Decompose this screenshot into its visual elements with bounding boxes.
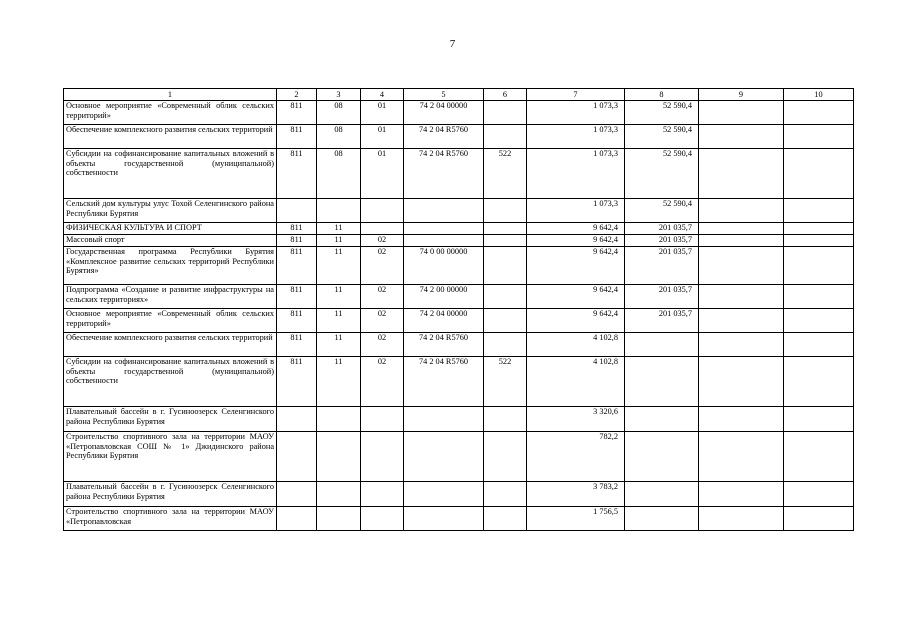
value-cell: 74 0 00 00000: [404, 247, 484, 285]
value-cell: 74 2 04 R5760: [404, 149, 484, 199]
row-name-cell: Основное мероприятие «Современный облик сельских территорий»: [64, 309, 277, 333]
value-cell: [784, 333, 854, 357]
value-cell: [277, 407, 317, 432]
row-name-cell: Строительство спортивного зала на территории МАОУ «Петропавловская: [64, 507, 277, 531]
column-header: 6: [484, 89, 527, 101]
value-cell: 52 590,4: [625, 199, 699, 223]
column-header: 8: [625, 89, 699, 101]
value-cell: [484, 432, 527, 482]
value-cell: [625, 482, 699, 507]
value-cell: 811: [277, 309, 317, 333]
value-cell: [484, 407, 527, 432]
value-cell: [484, 223, 527, 235]
value-cell: [784, 285, 854, 309]
column-header: 4: [361, 89, 404, 101]
value-cell: [404, 199, 484, 223]
value-cell: [784, 235, 854, 247]
row-name-cell: Обеспечение комплексного развития сельских территорий: [64, 333, 277, 357]
row-name-cell: Субсидии на софинансирование капитальных вложений в объекты государственной (муниципальной) собственности: [64, 357, 277, 407]
value-cell: [361, 407, 404, 432]
value-cell: [784, 432, 854, 482]
value-cell: 52 590,4: [625, 149, 699, 199]
value-cell: [699, 223, 784, 235]
value-cell: 08: [317, 125, 361, 149]
row-name-cell: ФИЗИЧЕСКАЯ КУЛЬТУРА И СПОРТ: [64, 223, 277, 235]
value-cell: 9 642,4: [527, 285, 625, 309]
value-cell: 782,2: [527, 432, 625, 482]
table-row: [64, 357, 854, 407]
value-cell: 9 642,4: [527, 309, 625, 333]
value-cell: [361, 432, 404, 482]
value-cell: [784, 407, 854, 432]
value-cell: 74 2 04 R5760: [404, 357, 484, 407]
value-cell: [361, 507, 404, 531]
value-cell: [484, 235, 527, 247]
value-cell: 52 590,4: [625, 125, 699, 149]
value-cell: 811: [277, 101, 317, 125]
value-cell: 811: [277, 357, 317, 407]
value-cell: [484, 125, 527, 149]
value-cell: 74 2 00 00000: [404, 285, 484, 309]
value-cell: [277, 507, 317, 531]
column-header: 10: [784, 89, 854, 101]
value-cell: [484, 199, 527, 223]
value-cell: 11: [317, 223, 361, 235]
value-cell: 01: [361, 125, 404, 149]
value-cell: [784, 507, 854, 531]
value-cell: 9 642,4: [527, 223, 625, 235]
table-row: [64, 309, 854, 333]
value-cell: 08: [317, 101, 361, 125]
value-cell: [625, 333, 699, 357]
value-cell: [699, 432, 784, 482]
value-cell: 1 073,3: [527, 101, 625, 125]
column-header: 9: [699, 89, 784, 101]
value-cell: [699, 357, 784, 407]
row-name-cell: Плавательный бассейн в г. Гусиноозерск Селенгинского района Республики Бурятия: [64, 482, 277, 507]
value-cell: [317, 432, 361, 482]
value-cell: [404, 223, 484, 235]
table-row: [64, 507, 854, 531]
value-cell: 02: [361, 247, 404, 285]
value-cell: [699, 507, 784, 531]
value-cell: [484, 247, 527, 285]
table-row: [64, 199, 854, 223]
value-cell: 522: [484, 357, 527, 407]
value-cell: 11: [317, 309, 361, 333]
value-cell: 811: [277, 333, 317, 357]
value-cell: 11: [317, 247, 361, 285]
value-cell: [277, 432, 317, 482]
value-cell: 522: [484, 149, 527, 199]
value-cell: [625, 407, 699, 432]
value-cell: 201 035,7: [625, 235, 699, 247]
value-cell: 811: [277, 285, 317, 309]
row-name-cell: Подпрограмма «Создание и развитие инфраструктуры на сельских территориях»: [64, 285, 277, 309]
value-cell: [404, 407, 484, 432]
value-cell: 811: [277, 247, 317, 285]
value-cell: 08: [317, 149, 361, 199]
value-cell: 01: [361, 149, 404, 199]
value-cell: [784, 357, 854, 407]
value-cell: 1 073,3: [527, 149, 625, 199]
value-cell: 9 642,4: [527, 247, 625, 285]
table-row: [64, 407, 854, 432]
value-cell: 811: [277, 235, 317, 247]
value-cell: [699, 309, 784, 333]
value-cell: 811: [277, 125, 317, 149]
value-cell: 1 073,3: [527, 199, 625, 223]
value-cell: 4 102,8: [527, 357, 625, 407]
table-row: [64, 482, 854, 507]
table-row: [64, 125, 854, 149]
value-cell: [699, 285, 784, 309]
value-cell: 74 2 04 00000: [404, 309, 484, 333]
value-cell: [317, 507, 361, 531]
table-row: [64, 285, 854, 309]
value-cell: [699, 482, 784, 507]
value-cell: 74 2 04 R5760: [404, 125, 484, 149]
value-cell: [784, 149, 854, 199]
column-header: 5: [404, 89, 484, 101]
value-cell: [784, 125, 854, 149]
value-cell: 1 073,3: [527, 125, 625, 149]
value-cell: 01: [361, 101, 404, 125]
table-row: [64, 247, 854, 285]
value-cell: [699, 101, 784, 125]
table-row: [64, 149, 854, 199]
value-cell: 1 756,5: [527, 507, 625, 531]
value-cell: [699, 199, 784, 223]
value-cell: [277, 199, 317, 223]
value-cell: [699, 235, 784, 247]
page-number: 7: [449, 38, 456, 50]
value-cell: 9 642,4: [527, 235, 625, 247]
row-name-cell: Сельский дом культуры улус Тохой Селенгинского района Республики Бурятия: [64, 199, 277, 223]
value-cell: [699, 407, 784, 432]
value-cell: [361, 223, 404, 235]
value-cell: [784, 482, 854, 507]
value-cell: [404, 235, 484, 247]
value-cell: [277, 482, 317, 507]
value-cell: 4 102,8: [527, 333, 625, 357]
value-cell: 201 035,7: [625, 309, 699, 333]
value-cell: [484, 507, 527, 531]
table-row: [64, 333, 854, 357]
value-cell: 02: [361, 235, 404, 247]
value-cell: [699, 149, 784, 199]
header-row: [64, 89, 854, 101]
value-cell: [699, 333, 784, 357]
table-row: [64, 432, 854, 482]
value-cell: 201 035,7: [625, 247, 699, 285]
value-cell: 201 035,7: [625, 223, 699, 235]
value-cell: 3 320,6: [527, 407, 625, 432]
value-cell: [625, 507, 699, 531]
value-cell: 11: [317, 357, 361, 407]
value-cell: 3 783,2: [527, 482, 625, 507]
value-cell: [784, 223, 854, 235]
value-cell: [404, 482, 484, 507]
value-cell: [784, 309, 854, 333]
value-cell: [625, 357, 699, 407]
value-cell: [404, 507, 484, 531]
value-cell: 11: [317, 333, 361, 357]
column-header: 7: [527, 89, 625, 101]
value-cell: 02: [361, 333, 404, 357]
value-cell: 811: [277, 223, 317, 235]
value-cell: [484, 482, 527, 507]
value-cell: [784, 247, 854, 285]
value-cell: 52 590,4: [625, 101, 699, 125]
value-cell: [784, 199, 854, 223]
value-cell: [699, 247, 784, 285]
value-cell: [484, 101, 527, 125]
value-cell: [361, 482, 404, 507]
row-name-cell: Государственная программа Республики Бурятия «Комплексное развитие сельских территорий Республики Бурятия»: [64, 247, 277, 285]
column-header: 3: [317, 89, 361, 101]
table-row: [64, 235, 854, 247]
value-cell: 02: [361, 309, 404, 333]
row-name-cell: Строительство спортивного зала на территории МАОУ «Петропавловская СОШ № 1» Джидинского района Республики Бурятия: [64, 432, 277, 482]
value-cell: [625, 432, 699, 482]
value-cell: [404, 432, 484, 482]
value-cell: 811: [277, 149, 317, 199]
value-cell: [317, 407, 361, 432]
row-name-cell: Основное мероприятие «Современный облик сельских территорий»: [64, 101, 277, 125]
row-name-cell: Массовый спорт: [64, 235, 277, 247]
value-cell: 74 2 04 00000: [404, 101, 484, 125]
value-cell: 11: [317, 235, 361, 247]
value-cell: [317, 199, 361, 223]
value-cell: [361, 199, 404, 223]
table-row: [64, 101, 854, 125]
value-cell: [484, 309, 527, 333]
row-name-cell: Субсидии на софинансирование капитальных вложений в объекты государственной (муниципальной) собственности: [64, 149, 277, 199]
column-header: 1: [64, 89, 277, 101]
value-cell: 201 035,7: [625, 285, 699, 309]
value-cell: [784, 101, 854, 125]
value-cell: [699, 125, 784, 149]
value-cell: 02: [361, 357, 404, 407]
value-cell: [484, 333, 527, 357]
row-name-cell: Плавательный бассейн в г. Гусиноозерск Селенгинского района Республики Бурятия: [64, 407, 277, 432]
value-cell: 74 2 04 R5760: [404, 333, 484, 357]
table-row: [64, 223, 854, 235]
value-cell: [484, 285, 527, 309]
value-cell: [317, 482, 361, 507]
budget-table: [63, 88, 854, 531]
value-cell: 02: [361, 285, 404, 309]
column-header: 2: [277, 89, 317, 101]
value-cell: 11: [317, 285, 361, 309]
row-name-cell: Обеспечение комплексного развития сельских территорий: [64, 125, 277, 149]
